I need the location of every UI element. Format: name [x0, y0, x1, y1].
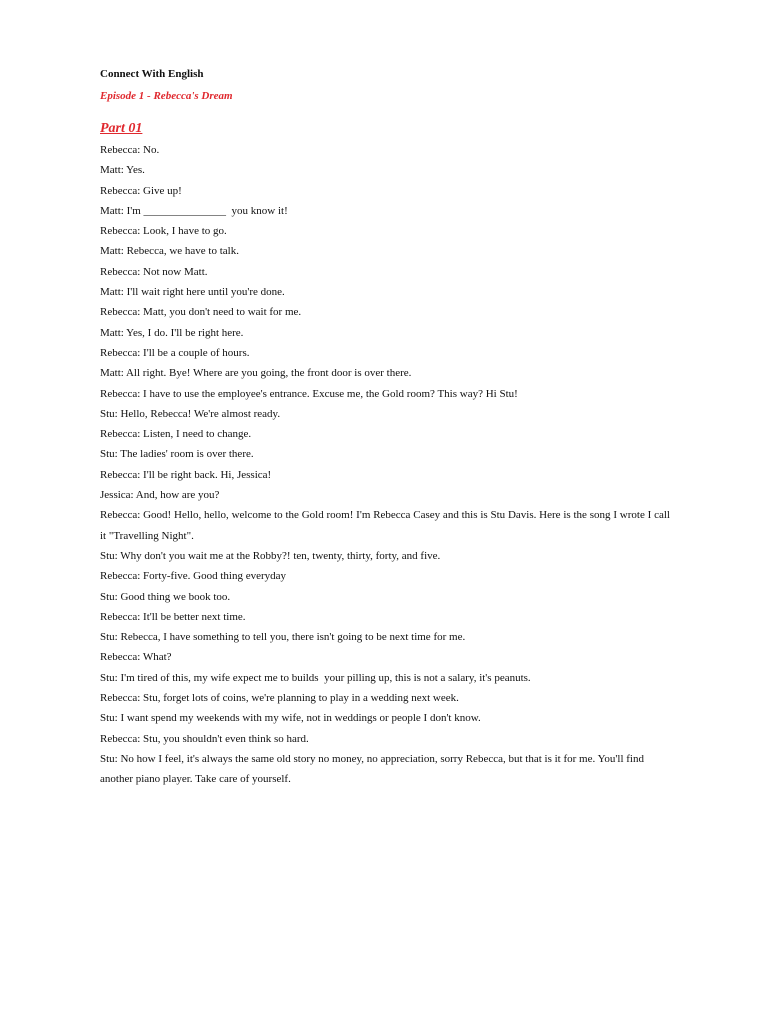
dialogue-line: Rebecca: Give up! — [100, 184, 182, 197]
dialogue-line: Rebecca: Look, I have to go. — [100, 225, 227, 238]
dialogue-line: Rebecca: Matt, you don't need to wait for me. — [100, 306, 302, 319]
dialogue-line: Stu: No how I feel, it's always the same old story no money, no appreciation, sorry Rebecca, but that is it for me. You'll find another piano player. Take care of yourself. — [100, 752, 647, 786]
dialogue-line: Stu: Why don't you wait me at the Robby?! ten, twenty, thirty, forty, and five. — [100, 549, 441, 562]
dialogue-line: Matt: All right. Bye! Where are you going, the front door is over there. — [100, 367, 412, 380]
dialogue-line: Rebecca: Good! Hello, hello, welcome to the Gold room! I'm Rebecca Casey and this is Stu Davis. Here is the song I wrote I call it "Travelling Night". — [100, 509, 673, 542]
dialogue-line: Matt: Rebecca, we have to talk. — [100, 245, 239, 258]
dialogue-line: Rebecca: What? — [100, 651, 172, 664]
dialogue-line: Rebecca: It'll be better next time. — [100, 610, 246, 623]
document-page — [100, 66, 673, 790]
dialogue-line: Jessica: And, how are you? — [100, 489, 220, 502]
dialogue-line: Stu: I'm tired of this, my wife expect me to builds your pilling up, this is not a salary, it's peanuts. — [100, 671, 531, 684]
part-heading: Part 01 — [100, 121, 143, 136]
dialogue-line: Rebecca: I have to use the employee's entrance. Excuse me, the Gold room? This way? Hi Stu! — [100, 387, 518, 400]
dialogue-line: Stu: Good thing we book too. — [100, 590, 231, 603]
dialogue-line: Matt: Yes. — [100, 164, 145, 177]
dialogue-line: Rebecca: No. — [100, 144, 160, 156]
dialogue-line: Rebecca: Not now Matt. — [100, 265, 208, 278]
dialogue-line: Stu: I want spend my weekends with my wife, not in weddings or people I don't know. — [100, 712, 481, 725]
dialogue-line: Stu: Rebecca, I have something to tell you, there isn't going to be next time for me. — [100, 631, 466, 644]
dialogue-line: Rebecca: I'll be a couple of hours. — [100, 346, 250, 359]
dialogue-line: Matt: I'll wait right here until you're done. — [100, 286, 285, 299]
episode-title: Episode 1 - Rebecca's Dream — [100, 90, 233, 102]
dialogue-transcript — [100, 140, 673, 790]
dialogue-line: Rebecca: Stu, you shouldn't even think so hard. — [100, 732, 309, 745]
dialogue-line: Rebecca: Stu, forget lots of coins, we're planning to play in a wedding next week. — [100, 692, 459, 705]
dialogue-line: Stu: Hello, Rebecca! We're almost ready. — [100, 407, 281, 420]
dialogue-line: Rebecca: Forty-five. Good thing everyday — [100, 570, 287, 583]
document-title: Connect With English — [100, 68, 204, 80]
dialogue-line: Matt: I'm _______________ you know it! — [100, 204, 288, 217]
dialogue-line: Matt: Yes, I do. I'll be right here. — [100, 326, 244, 339]
dialogue-line: Rebecca: Listen, I need to change. — [100, 428, 252, 441]
dialogue-line: Stu: The ladies' room is over there. — [100, 448, 254, 461]
dialogue-line: Rebecca: I'll be right back. Hi, Jessica! — [100, 468, 272, 481]
